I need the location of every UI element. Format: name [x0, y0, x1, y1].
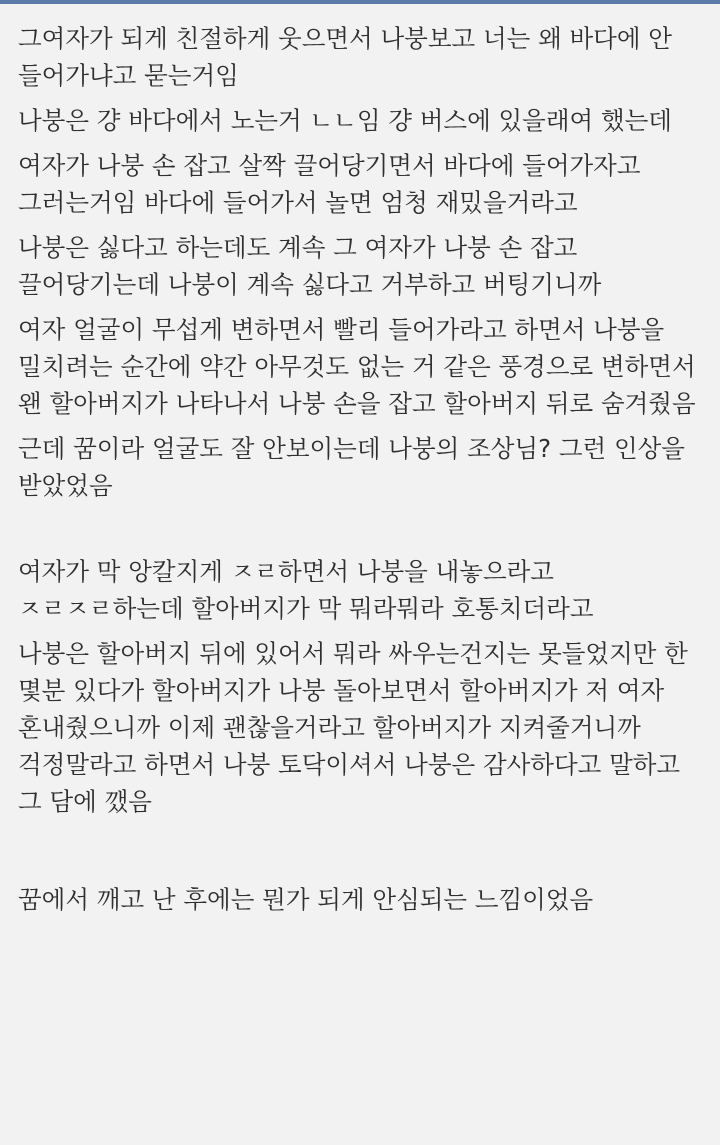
paragraph: 근데 꿈이라 얼굴도 잘 안보이는데 나붕의 조상님? 그런 인상을 받았었음 [18, 434, 685, 500]
blank-line [18, 828, 708, 881]
paragraph: 나붕은 걍 바다에서 노는거 ㄴㄴ임 걍 버스에 있을래여 했는데 [18, 106, 672, 135]
paragraph: 나붕은 할아버지 뒤에 있어서 뭐라 싸우는건지는 못들었지만 한 몇분 있다가 할아버지가 나붕 돌아보면서 할아버지가 저 여자 혼내줬으니까 이제 괜찮을거라고 할아버지가 지켜줄거니까 걱정말라고 하면서 나붕 토닥이셔서 나붕은 감사하다고 말하고 그 담에 깼음 [18, 639, 688, 816]
post-body [18, 20, 708, 926]
blank-line [18, 512, 708, 553]
paragraph: 여자가 막 앙칼지게 ㅈㄹ하면서 나붕을 내놓으라고 ㅈㄹㅈㄹ하는데 할아버지가 막 뭐라뭐라 호통치더라고 [18, 557, 594, 623]
paragraph: 나붕은 싫다고 하는데도 계속 그 여자가 나붕 손 잡고 끌어당기는데 나붕이 계속 싫다고 거부하고 버팅기니까 [18, 233, 602, 299]
paragraph: 여자 얼굴이 무섭게 변하면서 빨리 들어가라고 하면서 나붕을 밀치려는 순간에 약간 아무것도 없는 거 같은 풍경으로 변하면서 왠 할아버지가 나타나서 나붕 손을 잡고 할아버지 뒤로 숨겨줬음 [18, 315, 696, 418]
top-divider [0, 0, 720, 4]
paragraph: 꿈에서 깨고 난 후에는 뭔가 되게 안심되는 느낌이었음 [18, 885, 594, 914]
paragraph: 여자가 나붕 손 잡고 살짝 끌어당기면서 바다에 들어가자고 그러는거임 바다에 들어가서 놀면 엄청 재밌을거라고 [18, 151, 641, 217]
paragraph: 그여자가 되게 친절하게 웃으면서 나붕보고 너는 왜 바다에 안 들어가냐고 묻는거임 [18, 24, 672, 90]
